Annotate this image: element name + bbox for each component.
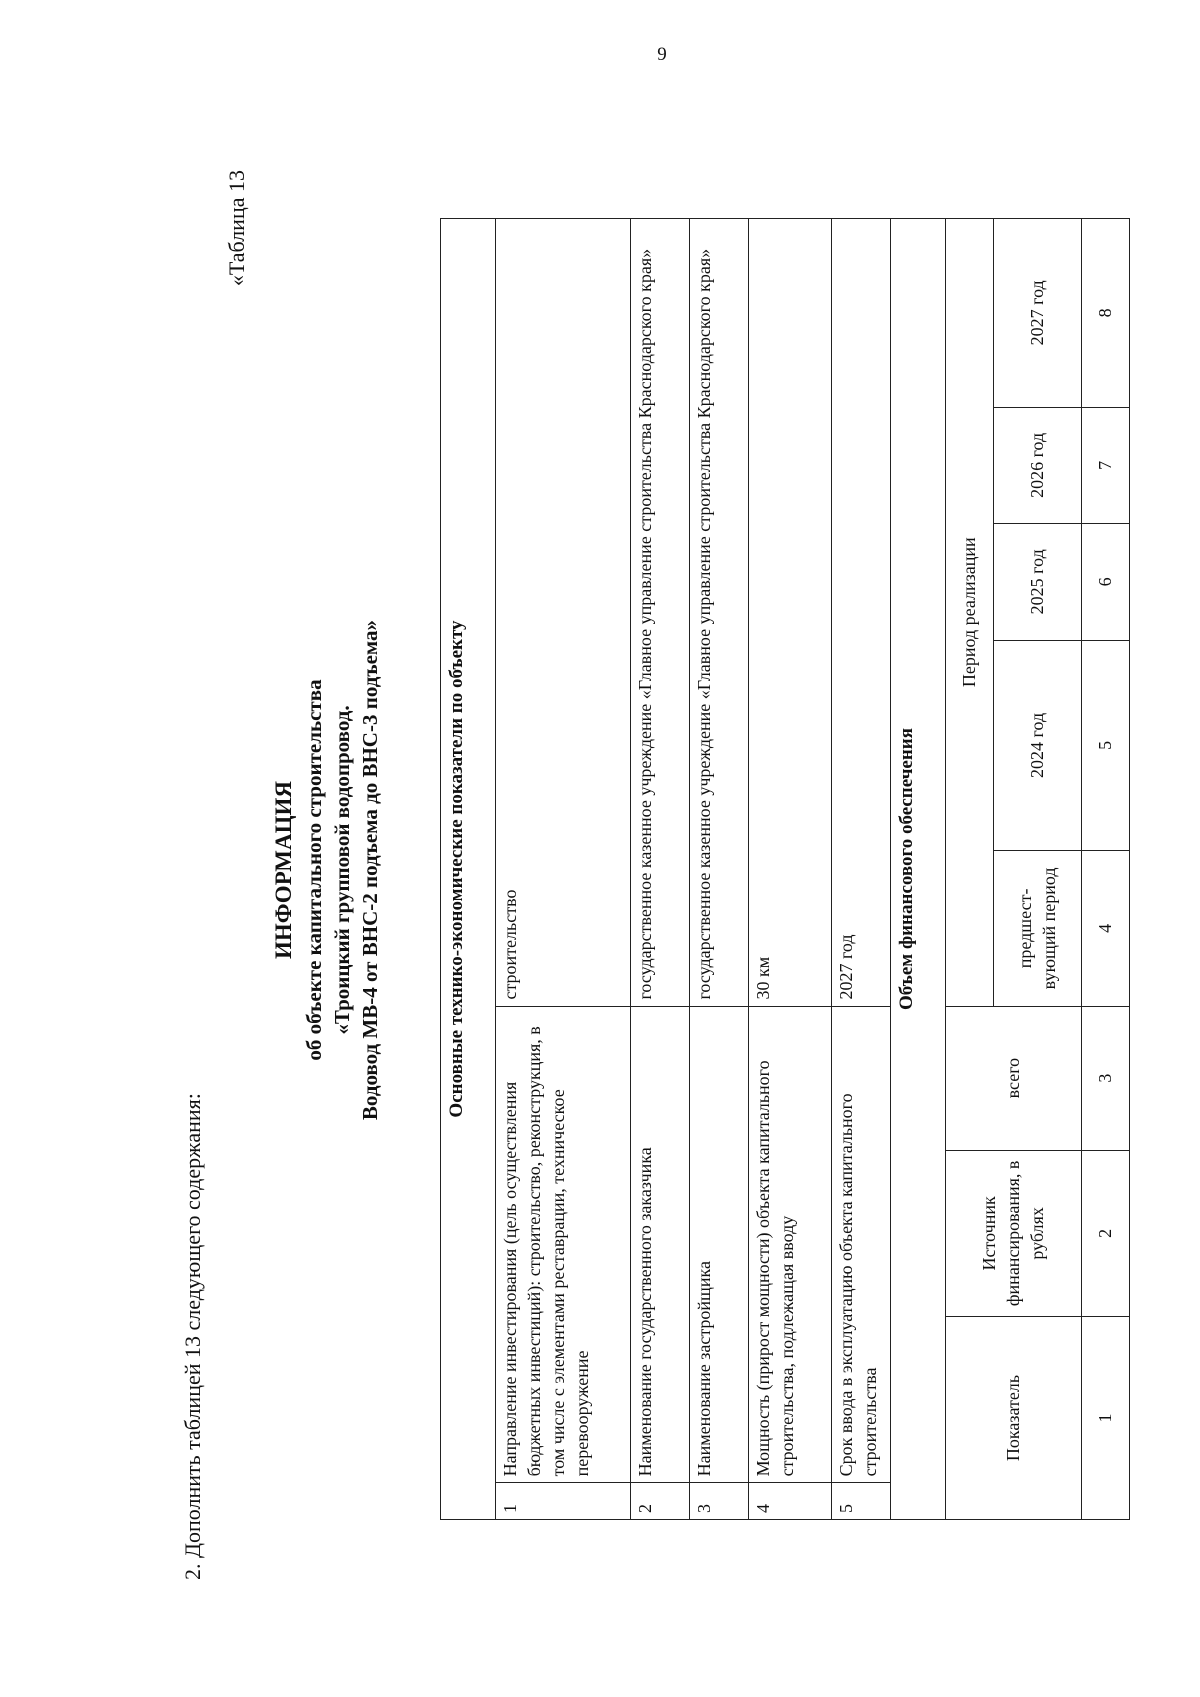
info-table	[440, 218, 1130, 1520]
rotated-content	[160, 150, 1140, 1590]
table-row	[630, 219, 689, 1520]
row-value: 30 км	[748, 219, 831, 1007]
row-number: 2	[630, 1483, 689, 1520]
section-header-indicators: Основные технико-экономические показатели по объекту	[441, 219, 496, 1520]
col-number: 6	[1081, 524, 1129, 640]
table-row	[748, 219, 831, 1520]
header-source: Источник финансирования, в рублях	[945, 1150, 1081, 1316]
header-previous: предшест-вующий период	[993, 851, 1081, 1006]
row-number: 3	[689, 1483, 748, 1520]
row-number: 1	[495, 1483, 630, 1520]
column-number-row	[1081, 219, 1129, 1520]
col-number: 3	[1081, 1006, 1129, 1150]
row-value: государственное казенное учреждение «Главное управление строительства Краснодарского края»	[630, 219, 689, 1007]
table-row	[495, 219, 630, 1520]
col-number: 4	[1081, 851, 1129, 1006]
col-number: 7	[1081, 407, 1129, 523]
row-number: 5	[831, 1483, 890, 1520]
header-2024: 2024 год	[993, 640, 1081, 851]
title-line-2: об объекте капитального строительства	[302, 679, 326, 1061]
header-2026: 2026 год	[993, 407, 1081, 523]
row-value: строительство	[495, 219, 630, 1007]
col-number: 8	[1081, 219, 1129, 408]
col-number: 2	[1081, 1150, 1129, 1316]
col-number: 1	[1081, 1317, 1129, 1520]
table-row	[689, 219, 748, 1520]
header-2025: 2025 год	[993, 524, 1081, 640]
row-value: государственное казенное учреждение «Главное управление строительства Краснодарского края»	[689, 219, 748, 1007]
row-label: Наименование застройщика	[689, 1006, 748, 1483]
header-total: всего	[945, 1006, 1081, 1150]
row-label: Мощность (прирост мощности) объекта капитального строительства, подлежащая вводу	[748, 1006, 831, 1483]
section-header-finance: Объем финансового обеспечения	[890, 219, 945, 1520]
col-number: 5	[1081, 640, 1129, 851]
page-number: 9	[657, 44, 667, 65]
row-number: 4	[748, 1483, 831, 1520]
document-title	[268, 150, 384, 1590]
header-period: Период реализации	[945, 219, 993, 1007]
row-label: Наименование государственного заказчика	[630, 1006, 689, 1483]
title-line-4: Водовод МВ-4 от ВНС-2 подъема до ВНС-3 подъема»	[358, 619, 382, 1121]
table-label: «Таблица 13	[224, 170, 249, 287]
table-row	[831, 219, 890, 1520]
header-indicator: Показатель	[945, 1317, 1081, 1520]
row-label: Направление инвестирования (цель осуществления бюджетных инвестиций): строительство, реконструкция, в том числе с элементами реставрации, техническое перевооружение	[495, 1006, 630, 1483]
row-value: 2027 год	[831, 219, 890, 1007]
intro-text: 2. Дополнить таблицей 13 следующего содержания:	[180, 1093, 205, 1580]
header-2027: 2027 год	[993, 219, 1081, 408]
title-line-3: «Троицкий групповой водопровод.	[330, 705, 354, 1035]
title-line-1: ИНФОРМАЦИЯ	[271, 780, 296, 960]
row-label: Срок ввода в эксплуатацию объекта капитального строительства	[831, 1006, 890, 1483]
